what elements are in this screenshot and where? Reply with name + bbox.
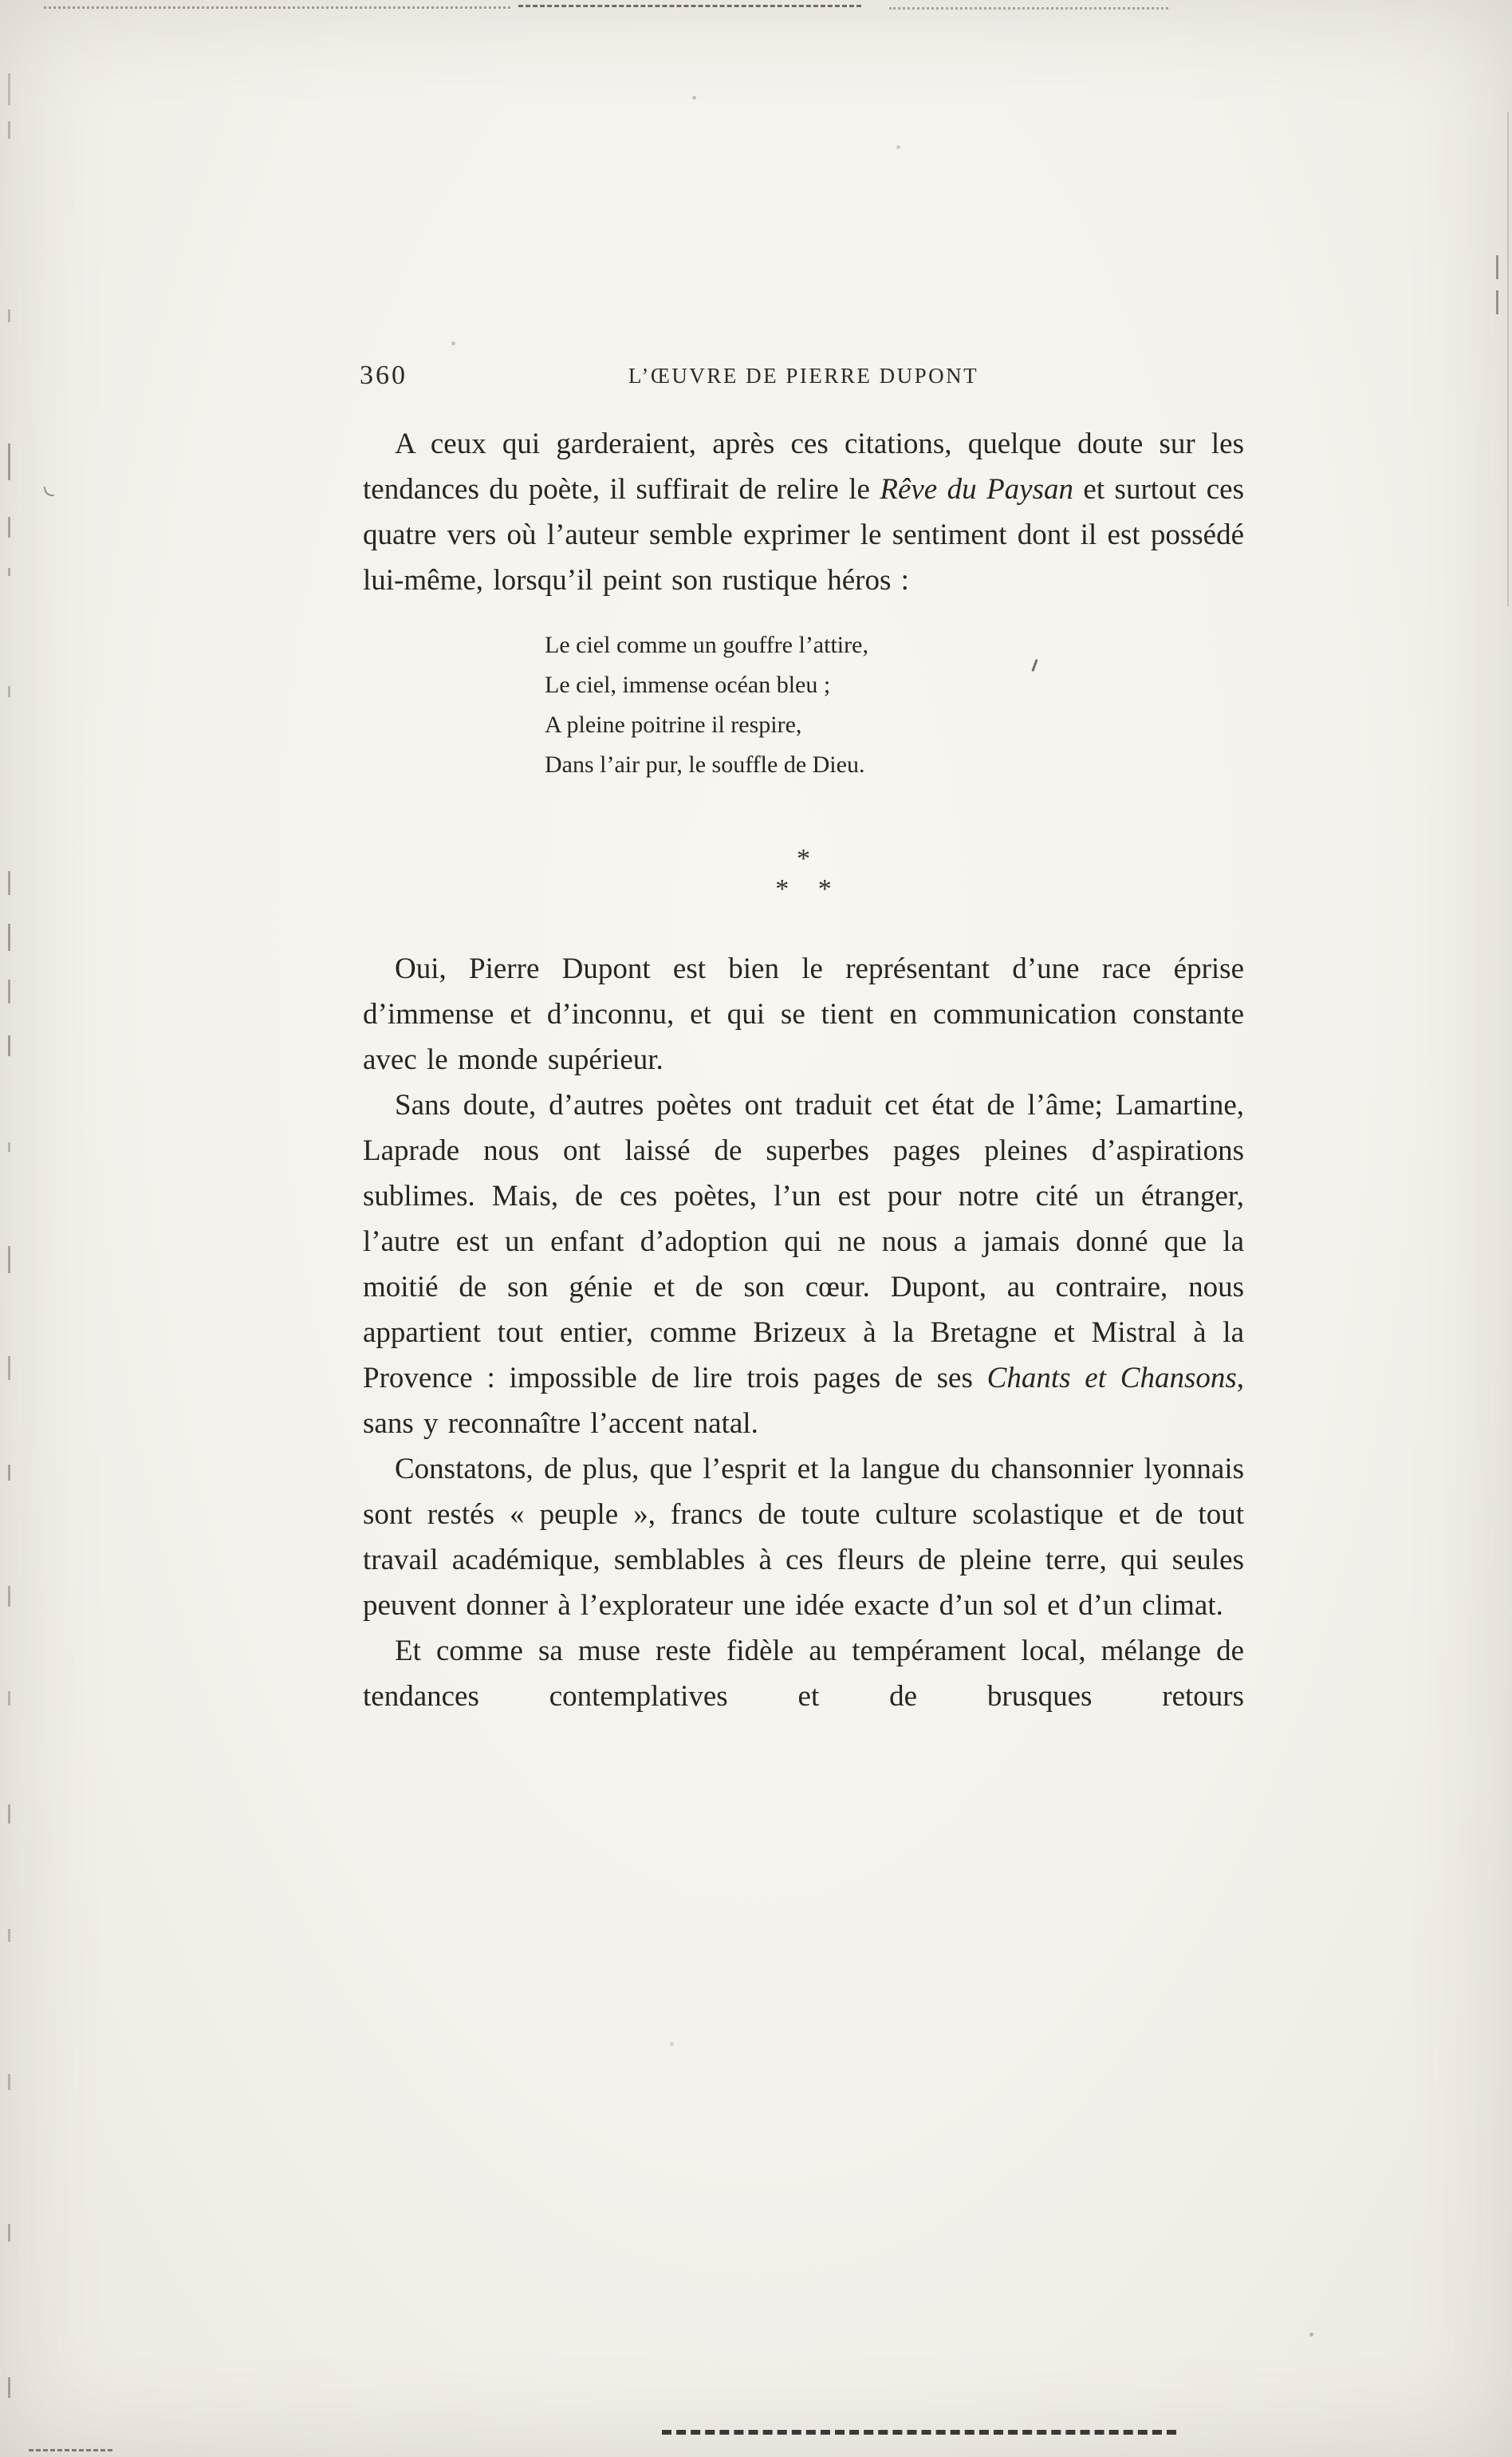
scan-artifact-margin-mark (8, 686, 10, 697)
asterisks: * * (775, 874, 843, 904)
scan-artifact-margin-mark (8, 2224, 10, 2242)
page-header (360, 359, 1244, 394)
italic-work-title: Rêve du Paysan (880, 473, 1073, 506)
paragraph-2: Oui, Pierre Dupont est bien le représentant d’une race éprise d’immense et d’inconnu, et qui se tient en communication constante avec le monde supérieur. (363, 952, 1244, 1076)
running-title: L’ŒUVRE DE PIERRE DUPONT (628, 364, 979, 388)
scan-artifact-margin-mark (8, 2074, 10, 2090)
scan-artifact-margin-mark (1496, 290, 1498, 314)
verse-line: Le ciel, immense océan bleu ; (545, 672, 831, 698)
paragraph-5: Et comme sa muse reste fidèle au tempérament local, mélange de tendances contemplatives et de brusques retours (363, 1635, 1244, 1713)
verse-line: Le ciel comme un gouffre l’attire, (545, 632, 868, 658)
scan-artifact-margin-mark (8, 517, 10, 538)
asterisk: * (797, 844, 810, 874)
scan-artifact-speck (1309, 2333, 1313, 2337)
verse-line: A pleine poitrine il respire, (545, 712, 802, 738)
scan-artifact-margin-mark (8, 1586, 10, 1607)
paragraph-text: , sans y reconnaître l’accent natal. (363, 1362, 1244, 1440)
paragraph-text: A ceux qui garderaient, après ces citations, quelque doute sur les tendances du poète, il suffirait de relire le (363, 428, 1244, 506)
scan-artifact-margin-mark (8, 310, 10, 322)
asterisk-separator (363, 844, 1244, 905)
text-block (360, 359, 1245, 1719)
scan-artifact-speck (451, 341, 455, 345)
scan-artifact-margin-mark (8, 1929, 10, 1942)
scan-artifact-bottom-corner-dashes (29, 2449, 112, 2451)
scan-artifact-speck (670, 2042, 674, 2046)
scan-artifact-margin-mark (8, 1691, 10, 1706)
scan-artifact-bottom-edge-line (662, 2430, 1176, 2435)
scan-artifact-margin-mark (8, 1465, 10, 1481)
scan-artifact-stray-mark (43, 484, 54, 498)
paragraph-text: et surtout ces quatre vers où l’auteur semble exprimer le sentiment dont il est possédé lui-même, lorsqu’il peint son rustique héros : (363, 473, 1245, 597)
paragraph-4: Constatons, de plus, que l’esprit et la langue du chansonnier lyonnais sont restés « peuple », francs de toute culture scolastique et de tout travail académique, semblables à ces fleurs de pleine terre, qui seules peuvent donner à l’explorateur une idée exacte d’un sol et d’un climat. (363, 1453, 1244, 1622)
page-number: 360 (360, 361, 408, 390)
scan-artifact-speck (692, 96, 696, 100)
scan-artifact-margin-mark (8, 73, 10, 105)
scan-artifact-margin-mark (8, 1356, 10, 1380)
scan-artifact-top-edge-line (518, 5, 861, 7)
paragraph-3 (363, 1083, 1244, 1446)
scan-artifact-right-edge-shadow (1507, 112, 1509, 606)
scan-artifact-margin-mark (8, 1804, 10, 1824)
paragraph-1 (363, 421, 1244, 603)
paragraph-text: Sans doute, d’autres poètes ont traduit cet état de l’âme; Lamartine, Laprade nous ont laissé de superbes pages pleines d’aspirations sublimes. Mais, de ces poètes, l’un est pour notre cité un étranger, l’autre est un enfant d’adoption qui ne nous a jamais donné que la moitié de son génie et de son cœur. Dupont, au contraire, nous appartient tout entier, comme Brizeux à la Bretagne et Mistral à la Provence : impossible de lire trois pages de ses (363, 1089, 1244, 1394)
verse-block (545, 625, 1244, 785)
scan-artifact-margin-mark (1496, 255, 1498, 279)
scan-artifact-speck (896, 145, 900, 149)
scan-artifact-margin-mark (8, 871, 10, 895)
scan-artifact-margin-mark (8, 1246, 10, 1273)
scan-artifact-margin-mark (8, 2377, 10, 2398)
scan-artifact-top-edge-line (889, 7, 1168, 10)
scan-artifact-top-edge-line (44, 6, 510, 9)
scan-artifact-margin-mark (8, 980, 10, 1004)
scan-artifact-margin-mark (8, 924, 10, 951)
italic-work-title: Chants et Chansons (986, 1362, 1237, 1394)
scan-artifact-margin-mark (8, 568, 10, 576)
scan-artifact-margin-mark (8, 1142, 10, 1152)
scan-artifact-margin-mark (8, 121, 10, 139)
verse-line: Dans l’air pur, le souffle de Dieu. (545, 751, 865, 778)
scan-artifact-margin-mark (8, 444, 10, 480)
scan-artifact-margin-mark (8, 1035, 10, 1056)
